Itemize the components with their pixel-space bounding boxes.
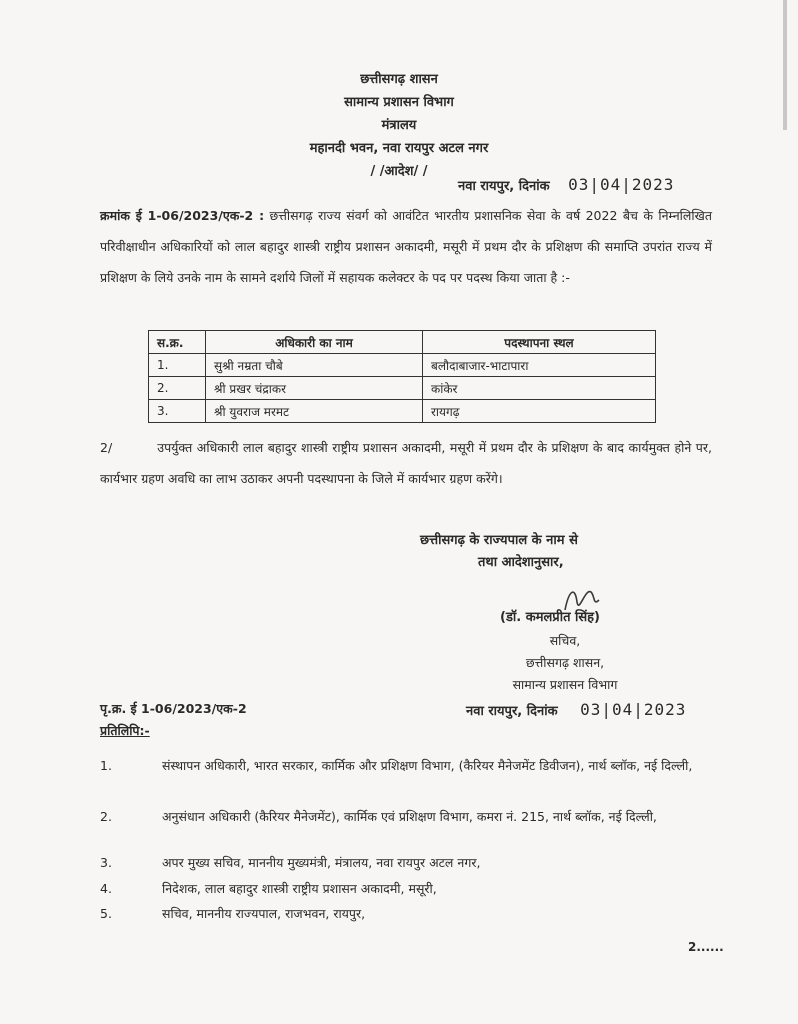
signatory-title-1: सचिव, <box>549 633 581 648</box>
copy-to-title: प्रतिलिपि:- <box>100 723 150 738</box>
cell-serial: 3. <box>149 400 206 423</box>
table-row <box>149 400 656 423</box>
list-item <box>100 903 720 925</box>
order-date-label: नवा रायपुर, दिनांक <box>458 179 550 194</box>
signatory-title-3: सामान्य प्रशासन विभाग <box>512 677 618 692</box>
letterhead <box>0 68 798 183</box>
item-text: सचिव, माननीय राज्यपाल, राजभवन, रायपुर, <box>162 906 366 921</box>
officers-table <box>148 330 656 423</box>
item-text: अपर मुख्य सचिव, माननीय मुख्यमंत्री, मंत्रालय, नवा रायपुर अटल नगर, <box>162 855 481 870</box>
by-order-line-2: तथा आदेशानुसार, <box>478 555 564 570</box>
order-paragraph-2 <box>100 432 712 494</box>
order-heading: / /आदेश/ / <box>370 164 428 179</box>
col-posting-place: पदस्थापना स्थल <box>423 331 656 354</box>
col-serial: स.क्र. <box>149 331 206 354</box>
endorsement-date-value: 03|04|2023 <box>580 700 687 719</box>
order-paragraph-1 <box>100 200 712 293</box>
cell-officer-name: श्री युवराज मरमट <box>206 400 423 423</box>
list-item <box>100 806 720 828</box>
endorsement-reference: पृ.क्र. ई 1-06/2023/एक-2 <box>100 701 247 716</box>
ministry-name: मंत्रालय <box>381 118 417 133</box>
govt-name: छत्तीसगढ़ शासन <box>360 72 438 87</box>
item-number: 4. <box>100 881 112 896</box>
table-row <box>149 354 656 377</box>
department-name: सामान्य प्रशासन विभाग <box>344 95 454 110</box>
endorsement-date <box>466 700 686 719</box>
item-number: 3. <box>100 855 112 870</box>
cell-posting-place: कांकेर <box>423 377 656 400</box>
order-text-1: छत्तीसगढ़ राज्य संवर्ग को आवंटित भारतीय प्रशासनिक सेवा के वर्ष 2022 बैच के निम्नलिखित परिवीक्षाधीन अधिकारियों को लाल बहादुर शास्त्री राष्ट्रीय प्रशासन अकादमी, मसूरी में प्रथम दौर के प्रशिक्षण की समाप्ति उपरांत राज्य में प्रशिक्षण के लिये उनके नाम के सामने दर्शाये जिलों में सहायक कलेक्टर के पद पर पदस्थ किया जाता है :- <box>100 208 712 285</box>
list-item <box>100 755 720 777</box>
next-page-marker: 2...... <box>688 940 724 954</box>
cell-serial: 2. <box>149 377 206 400</box>
item-number: 2. <box>100 809 112 824</box>
col-officer-name: अधिकारी का नाम <box>206 331 423 354</box>
item-text: संस्थापन अधिकारी, भारत सरकार, कार्मिक और प्रशिक्षण विभाग, (कैरियर मैनेजमेंट डिवीजन), नार्थ ब्लॉक, नई दिल्ली, <box>162 758 693 773</box>
item-number: 1. <box>100 758 112 773</box>
cell-posting-place: रायगढ़ <box>423 400 656 423</box>
cell-posting-place: बलौदाबाजार-भाटापारा <box>423 354 656 377</box>
list-item <box>100 878 720 900</box>
signatory-name: (डॉ. कमलप्रीत सिंह) <box>500 610 600 625</box>
order-date <box>458 175 674 194</box>
list-item <box>100 852 720 874</box>
authority-block <box>420 530 720 574</box>
item-number: 5. <box>100 906 112 921</box>
order-reference: क्रमांक ई 1-06/2023/एक-2 : <box>100 208 265 223</box>
endorsement-date-label: नवा रायपुर, दिनांक <box>466 704 558 719</box>
office-address: महानदी भवन, नवा रायपुर अटल नगर <box>309 141 489 156</box>
table-row <box>149 377 656 400</box>
table-header-row <box>149 331 656 354</box>
paragraph-number: 2/ <box>100 440 113 455</box>
item-text: अनुसंधान अधिकारी (कैरियर मैनेजमेंट), कार्मिक एवं प्रशिक्षण विभाग, कमरा नं. 215, नार्थ ब्लॉक, नई दिल्ली, <box>162 809 657 824</box>
item-text: निदेशक, लाल बहादुर शास्त्री राष्ट्रीय प्रशासन अकादमी, मसूरी, <box>162 881 437 896</box>
cell-serial: 1. <box>149 354 206 377</box>
cell-officer-name: श्री प्रखर चंद्राकर <box>206 377 423 400</box>
order-text-2: उपर्युक्त अधिकारी लाल बहादुर शास्त्री राष्ट्रीय प्रशासन अकादमी, मसूरी में प्रथम दौर के प्रशिक्षण के बाद कार्यमुक्त होने पर, कार्यभार ग्रहण अवधि का लाभ उठाकर अपनी पदस्थापना के जिले में कार्यभार ग्रहण करेंगे। <box>100 440 712 486</box>
signatory-title-2: छत्तीसगढ़ शासन, <box>525 655 605 670</box>
order-date-value: 03|04|2023 <box>568 175 675 194</box>
cell-officer-name: सुश्री नम्रता चौबे <box>206 354 423 377</box>
scroll-edge <box>783 0 787 130</box>
by-order-line-1: छत्तीसगढ़ के राज्यपाल के नाम से <box>420 533 578 548</box>
